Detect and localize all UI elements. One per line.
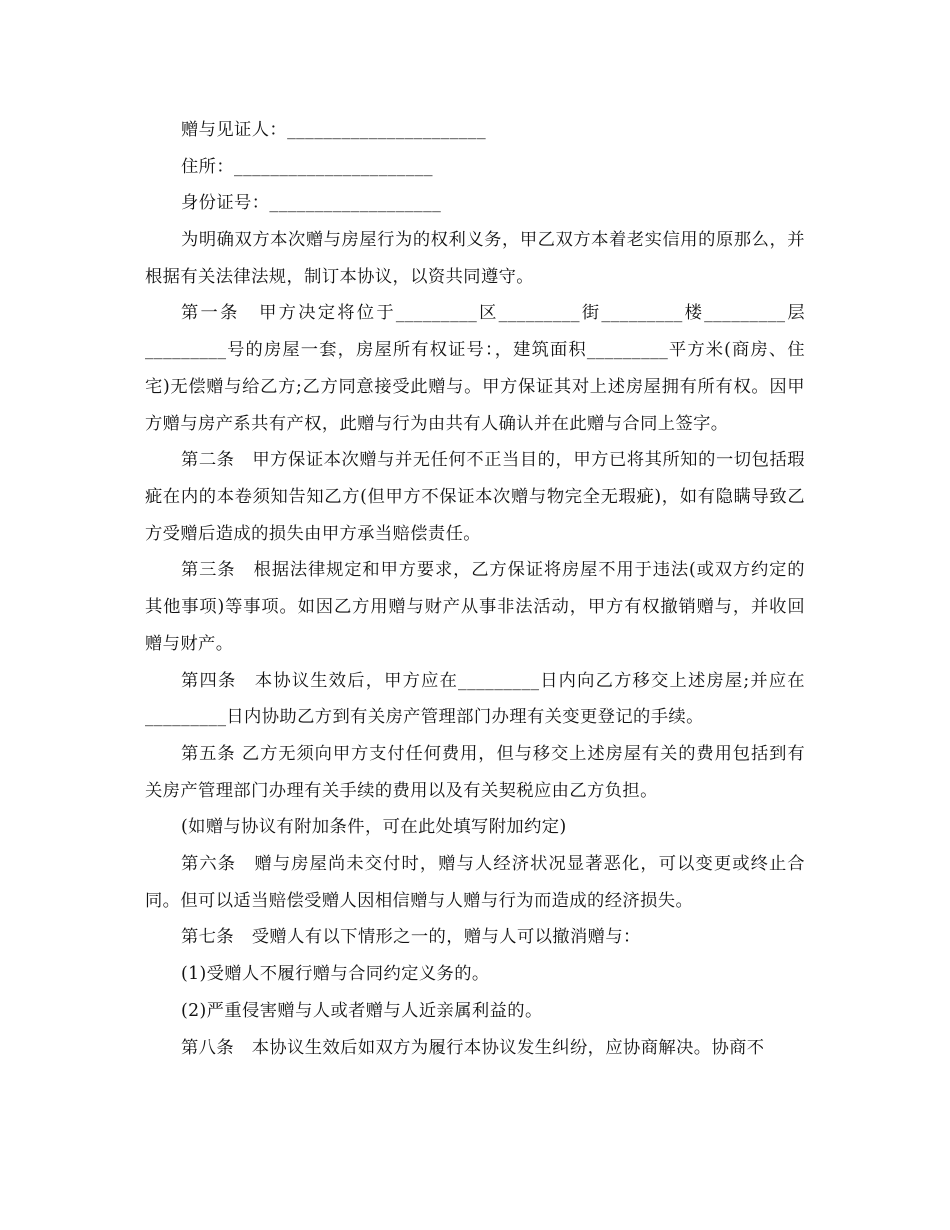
note-paragraph: (如赠与协议有附加条件，可在此处填写附加约定) [181, 817, 567, 838]
article-8: 第八条 本协议生效后如双方为履行本协议发生纠纷，应协商解决。协商不 [181, 1037, 765, 1058]
article-1: 第一条 甲方决定将位于_________区_________街_________楼_________层_________号的房屋一套，房屋所有权证号：，建筑面积_________平方米(商房、住宅)无偿赠与给乙方;乙方同意接受此赠与。甲方保证其对上述房屋拥有所有权。因甲方赠与房产系共有产权，此赠与行为由共有人确认并在此赠与合同上签字。 [145, 303, 805, 434]
article-4: 第四条 本协议生效后，甲方应在_________日内向乙方移交上述房屋;并应在_________日内协助乙方到有关房产管理部门办理有关变更登记的手续。 [145, 670, 805, 728]
address-field: 住所：______________________ [181, 156, 433, 177]
id-number-field: 身份证号：___________________ [181, 193, 442, 214]
article-5: 第五条 乙方无须向甲方支付任何费用，但与移交上述房屋有关的费用包括到有关房产管理部门办理有关手续的费用以及有关契税应由乙方负担。 [145, 743, 805, 801]
article-6: 第六条 赠与房屋尚未交付时，赠与人经济状况显著恶化，可以变更或终止合同。但可以适当赔偿受赠人因相信赠与人赠与行为而造成的经济损失。 [145, 854, 805, 911]
article-7-item-2: (2)严重侵害赠与人或者赠与人近亲属利益的。 [181, 1000, 543, 1021]
article-2: 第二条 甲方保证本次赠与并无任何不正当目的，甲方已将其所知的一切包括瑕疵在内的本卷须知告知乙方(但甲方不保证本次赠与物完全无瑕疵)，如有隐瞒导致乙方受赠后造成的损失由甲方承当赔偿责任。 [145, 450, 805, 544]
article-3: 第三条 根据法律规定和甲方要求，乙方保证将房屋不用于违法(或双方约定的其他事项)等事项。如因乙方用赠与财产从事非法活动，甲方有权撤销赠与，并收回赠与财产。 [145, 560, 805, 654]
document-page [145, 112, 805, 1066]
article-7: 第七条 受赠人有以下情形之一的，赠与人可以撤消赠与： [181, 927, 641, 948]
witness-field: 赠与见证人：______________________ [181, 120, 486, 140]
intro-paragraph: 为明确双方本次赠与房屋行为的权利义务，甲乙双方本着老实信用的原那么，并根据有关法律法规，制订本协议，以资共同遵守。 [145, 230, 805, 287]
article-7-item-1: (1)受赠人不履行赠与合同约定义务的。 [181, 964, 490, 985]
